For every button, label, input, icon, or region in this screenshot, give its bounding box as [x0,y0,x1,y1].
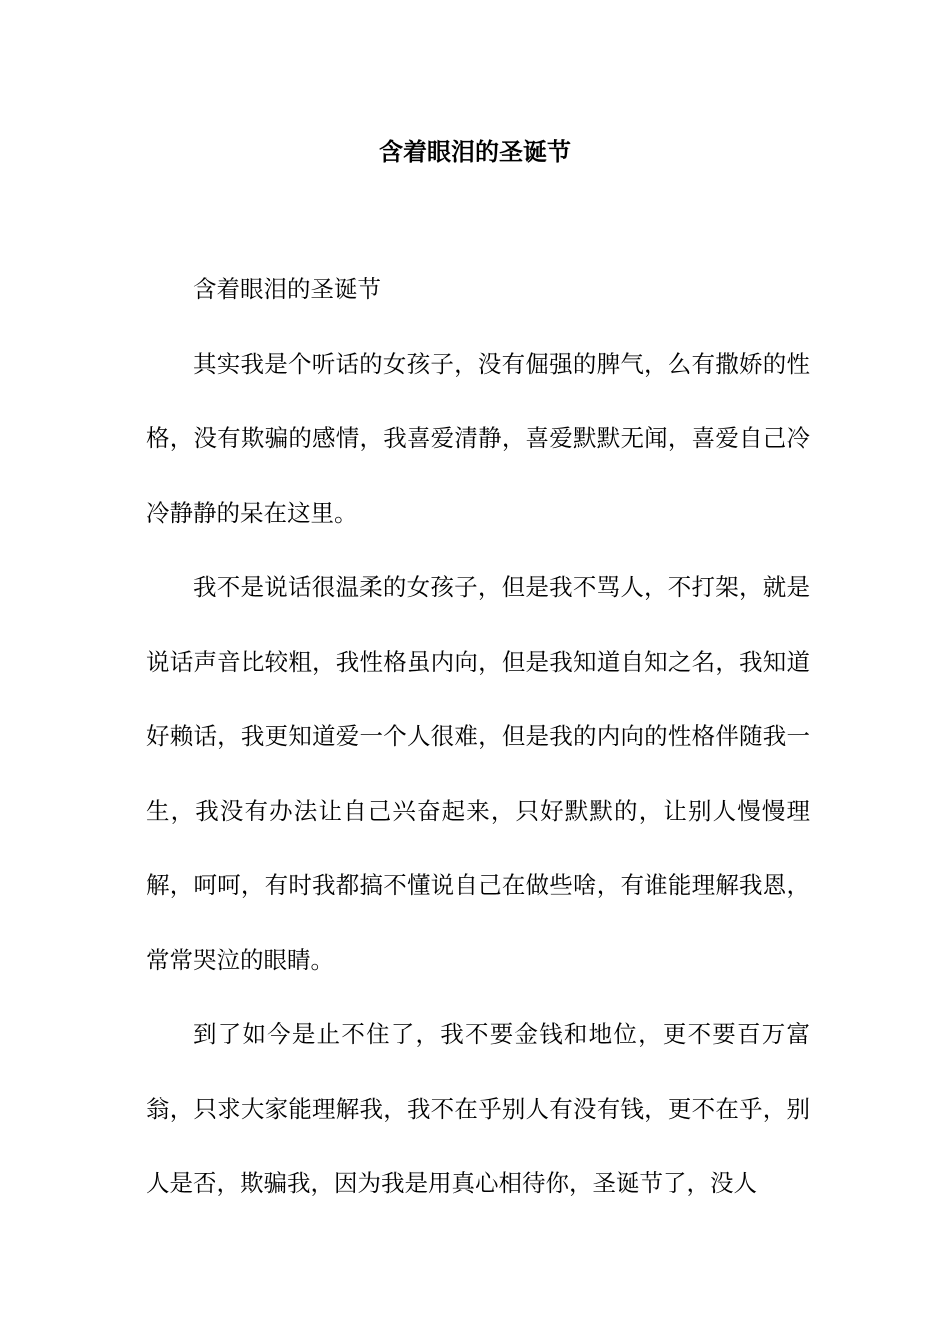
document-body [146,252,810,1221]
paragraph: 到了如今是止不住了，我不要金钱和地位，更不要百万富翁，只求大家能理解我，我不在乎别人有没有钱，更不在乎，别人是否，欺骗我，因为我是用真心相待你，圣诞节了，没人 [146,1020,810,1197]
paragraph-subtitle: 含着眼泪的圣诞节 [193,275,381,303]
paragraph: 我不是说话很温柔的女孩子，但是我不骂人，不打架，就是说话声音比较粗，我性格虽内向，但是我知道自知之名，我知道好赖话，我更知道爱一个人很难，但是我的内向的性格伴随我一生，我没有办法让自己兴奋起来，只好默默的，让别人慢慢理解，呵呵，有时我都搞不懂说自己在做些啥，有谁能理解我恩，常常哭泣的眼睛。 [146,573,810,974]
paragraph: 其实我是个听话的女孩子，没有倔强的脾气，么有撒娇的性格，没有欺骗的感情，我喜爱清静，喜爱默默无闻，喜爱自己冷冷静静的呆在这里。 [146,349,810,527]
document-title: 含着眼泪的圣诞节 [379,137,571,166]
